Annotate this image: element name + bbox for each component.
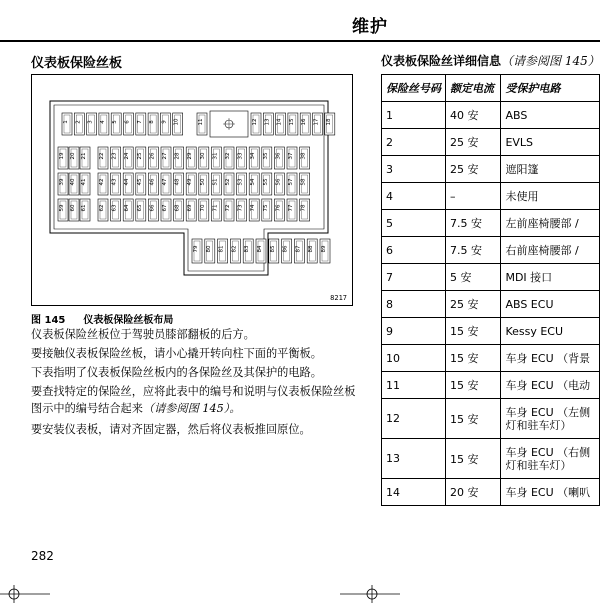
rated-current-cell: 15 安 [446, 318, 501, 345]
fuse-number-label: 75 [262, 204, 269, 212]
protected-circuit-cell: EVLS [501, 129, 600, 156]
fuse-number-label: 19 [59, 152, 65, 160]
header-fuse-number: 保险丝号码 [382, 75, 446, 102]
fuse-number-label: 13 [264, 118, 271, 126]
rated-current-cell: 20 安 [446, 479, 501, 506]
fuse-number-label: 16 [301, 118, 308, 126]
protected-circuit-cell: Kessy ECU [501, 318, 600, 345]
fuse-number-label: 50 [199, 178, 206, 186]
rated-current-cell: 25 安 [446, 291, 501, 318]
fuse-number-cell: 12 [382, 399, 446, 439]
protected-circuit-cell: ABS ECU [501, 291, 600, 318]
fuse-number-label: 47 [162, 178, 168, 186]
table-row [382, 318, 600, 345]
figure-caption-number: 图 145 [31, 315, 66, 326]
fuse-number-label: 78 [300, 204, 307, 212]
fuse-number-cell: 6 [382, 237, 446, 264]
rated-current-cell: 40 安 [446, 102, 501, 129]
fuse-number-label: 42 [99, 178, 105, 186]
table-row [382, 439, 600, 479]
fuse-number-label: 64 [124, 204, 131, 212]
table-title [381, 52, 600, 69]
paragraph-find-fuse-text: 要查找特定的保险丝，应将此表中的编号和说明与仪表板保险丝板图示中的编号结合起来 [31, 385, 356, 415]
fuse-number-label: 35 [262, 152, 269, 160]
table-row [382, 345, 600, 372]
fuse-number-label: 15 [288, 118, 295, 126]
fuse-number-label: 58 [300, 178, 307, 186]
protected-circuit-cell: 左前座椅腰部 / [501, 210, 600, 237]
fuse-number-label: 72 [225, 204, 231, 212]
protected-circuit-cell: 未使用 [501, 183, 600, 210]
page-header-title: 维护 [352, 17, 388, 37]
fuse-number-label: 82 [231, 245, 238, 253]
fuse-number-label: 48 [174, 178, 181, 186]
fuse-number-cell: 13 [382, 439, 446, 479]
fuse-number-label: 59 [59, 204, 65, 212]
table-header-row [382, 75, 600, 102]
fuse-number-label: 71 [212, 204, 219, 212]
fuse-number-label: 39 [59, 178, 65, 186]
table-row [382, 479, 600, 506]
header-rated-current: 额定电流 [446, 75, 501, 102]
fuse-number-label: 60 [70, 204, 76, 212]
fuse-number-label: 32 [225, 152, 231, 160]
protected-circuit-cell: 车身 ECU （左侧 灯和驻车灯） [501, 399, 600, 439]
fuse-number-label: 54 [250, 178, 257, 186]
fuse-number-label: 74 [250, 204, 257, 212]
fuse-number-label: 62 [99, 204, 105, 212]
fuse-number-label: 49 [187, 178, 194, 186]
fuse-number-label: 57 [288, 178, 294, 186]
fuse-number-cell: 5 [382, 210, 446, 237]
fuse-number-label: 3 [87, 120, 94, 124]
table-row [382, 291, 600, 318]
fuse-number-label: 77 [288, 204, 294, 212]
rated-current-cell: 15 安 [446, 399, 501, 439]
fuse-number-cell: 10 [382, 345, 446, 372]
page-number: 282 [31, 549, 54, 563]
fuse-number-label: 31 [212, 152, 219, 160]
protected-circuit-cell: 遮阳篷 [501, 156, 600, 183]
paragraph-table-intro: 下表指明了仪表板保险丝板内的各保险丝及其保护的电路。 [31, 366, 322, 379]
fuse-number-label: 70 [199, 204, 206, 212]
fuse-number-label: 11 [198, 118, 204, 126]
fuse-number-label: 43 [111, 178, 118, 186]
fuse-number-label: 63 [111, 204, 118, 212]
fuse-number-label: 40 [70, 178, 76, 186]
fuse-number-cell: 3 [382, 156, 446, 183]
fuse-number-label: 22 [99, 152, 105, 160]
fuse-number-label: 83 [244, 245, 251, 253]
fuse-number-label: 67 [162, 204, 168, 212]
section-title: 仪表板保险丝板 [31, 56, 123, 71]
rated-current-cell: – [446, 183, 501, 210]
fuse-number-label: 52 [225, 178, 231, 186]
rated-current-cell: 7.5 安 [446, 237, 501, 264]
registration-mark-center [340, 585, 400, 603]
figure-id-label: 8217 [330, 294, 347, 302]
table-row [382, 102, 600, 129]
fuse-number-label: 36 [275, 152, 282, 160]
fuse-number-label: 73 [237, 204, 244, 212]
header-divider [0, 40, 600, 42]
table-title-text: 仪表板保险丝详细信息 [381, 54, 502, 68]
fuse-number-label: 46 [149, 178, 156, 186]
figure-caption [31, 311, 173, 326]
table-row [382, 264, 600, 291]
protected-circuit-cell: 车身 ECU （右侧 灯和驻车灯） [501, 439, 600, 479]
fuse-number-label: 8 [149, 120, 156, 124]
fuse-number-label: 6 [124, 120, 131, 124]
table-row [382, 156, 600, 183]
table-row [382, 183, 600, 210]
fuse-number-label: 37 [288, 152, 294, 160]
fuse-number-cell: 1 [382, 102, 446, 129]
fuse-box-figure [31, 74, 353, 306]
fuse-number-label: 27 [162, 152, 168, 160]
fuse-number-label: 80 [205, 245, 212, 253]
fuse-number-label: 55 [262, 178, 269, 186]
fuse-number-label: 66 [149, 204, 156, 212]
fuse-number-cell: 7 [382, 264, 446, 291]
fuse-number-label: 10 [173, 118, 180, 126]
fuse-number-label: 28 [174, 152, 181, 160]
rated-current-cell: 15 安 [446, 439, 501, 479]
figure-reference: （请参阅图 145）。 [142, 402, 241, 415]
table-row [382, 237, 600, 264]
protected-circuit-cell: 车身 ECU （背景 [501, 345, 600, 372]
rated-current-cell: 7.5 安 [446, 210, 501, 237]
fuse-number-label: 44 [124, 178, 131, 186]
header-protected-circuit: 受保护电路 [501, 75, 600, 102]
fuse-number-label: 89 [321, 245, 327, 253]
registration-mark-left [0, 585, 50, 603]
figure-caption-text: 仪表板保险丝板布局 [83, 315, 174, 326]
fuse-number-cell: 11 [382, 372, 446, 399]
fuse-number-cell: 4 [382, 183, 446, 210]
fuse-number-label: 84 [257, 245, 263, 253]
fuse-number-label: 2 [75, 120, 82, 124]
fuse-number-label: 85 [269, 245, 276, 253]
fuse-number-label: 33 [237, 152, 244, 160]
fuse-details-table [381, 74, 600, 506]
rated-current-cell: 15 安 [446, 345, 501, 372]
protected-circuit-cell: 右前座椅腰部 / [501, 237, 600, 264]
fuse-number-label: 23 [111, 152, 118, 160]
fuse-number-label: 45 [136, 178, 143, 186]
fuse-number-label: 68 [174, 204, 181, 212]
fuse-number-label: 25 [136, 152, 143, 160]
fuse-number-label: 88 [308, 245, 315, 253]
fuse-number-label: 29 [187, 152, 194, 160]
fuse-number-label: 79 [193, 245, 199, 253]
fuse-number-cell: 14 [382, 479, 446, 506]
fuse-number-cell: 2 [382, 129, 446, 156]
fuse-number-label: 53 [237, 178, 244, 186]
fuse-number-label: 24 [124, 152, 131, 160]
protected-circuit-cell: ABS [501, 102, 600, 129]
table-title-reference: （请参阅图 145） [501, 54, 600, 68]
fuse-number-label: 87 [295, 245, 302, 253]
fuse-number-label: 18 [325, 118, 332, 126]
fuse-number-cell: 8 [382, 291, 446, 318]
table-row [382, 372, 600, 399]
fuse-number-label: 12 [252, 118, 258, 126]
table-row [382, 129, 600, 156]
fuse-number-label: 20 [70, 152, 76, 160]
fuse-number-label: 69 [187, 204, 194, 212]
fuse-number-label: 81 [218, 245, 225, 253]
fuse-number-label: 56 [275, 178, 282, 186]
fuse-number-label: 61 [81, 204, 87, 212]
table-row [382, 210, 600, 237]
paragraph-find-fuse [31, 383, 361, 417]
fuse-number-label: 4 [99, 120, 106, 124]
protected-circuit-cell: 车身 ECU （喇叭 [501, 479, 600, 506]
rated-current-cell: 25 安 [446, 129, 501, 156]
paragraph-access: 要接触仪表板保险丝板，请小心撬开转向柱下面的平衡板。 [31, 347, 322, 360]
fuse-number-label: 17 [313, 118, 320, 126]
fuse-number-label: 7 [136, 120, 143, 124]
fuse-number-label: 38 [300, 152, 307, 160]
paragraph-install: 要安装仪表板，请对齐固定器，然后将仪表板推回原位。 [31, 423, 311, 436]
fuse-number-label: 9 [161, 120, 168, 124]
rated-current-cell: 5 安 [446, 264, 501, 291]
fuse-box-diagram [32, 75, 354, 307]
fuse-number-label: 26 [149, 152, 156, 160]
protected-circuit-cell: 车身 ECU （电动 [501, 372, 600, 399]
fuse-number-cell: 9 [382, 318, 446, 345]
fuse-number-label: 65 [136, 204, 143, 212]
fuse-number-label: 76 [275, 204, 282, 212]
rated-current-cell: 15 安 [446, 372, 501, 399]
fuse-number-label: 14 [276, 118, 283, 126]
rated-current-cell: 25 安 [446, 156, 501, 183]
fuse-number-label: 34 [250, 152, 257, 160]
fuse-number-label: 41 [81, 178, 87, 186]
fuse-number-label: 1 [63, 120, 69, 124]
fuse-number-label: 86 [282, 245, 289, 253]
fuse-number-label: 5 [112, 120, 119, 124]
protected-circuit-cell: MDI 接口 [501, 264, 600, 291]
paragraph-location: 仪表板保险丝板位于驾驶员膝部翻板的后方。 [31, 328, 255, 341]
table-row [382, 399, 600, 439]
fuse-number-label: 21 [81, 152, 87, 160]
fuse-number-label: 30 [199, 152, 206, 160]
fuse-number-label: 51 [212, 178, 219, 186]
